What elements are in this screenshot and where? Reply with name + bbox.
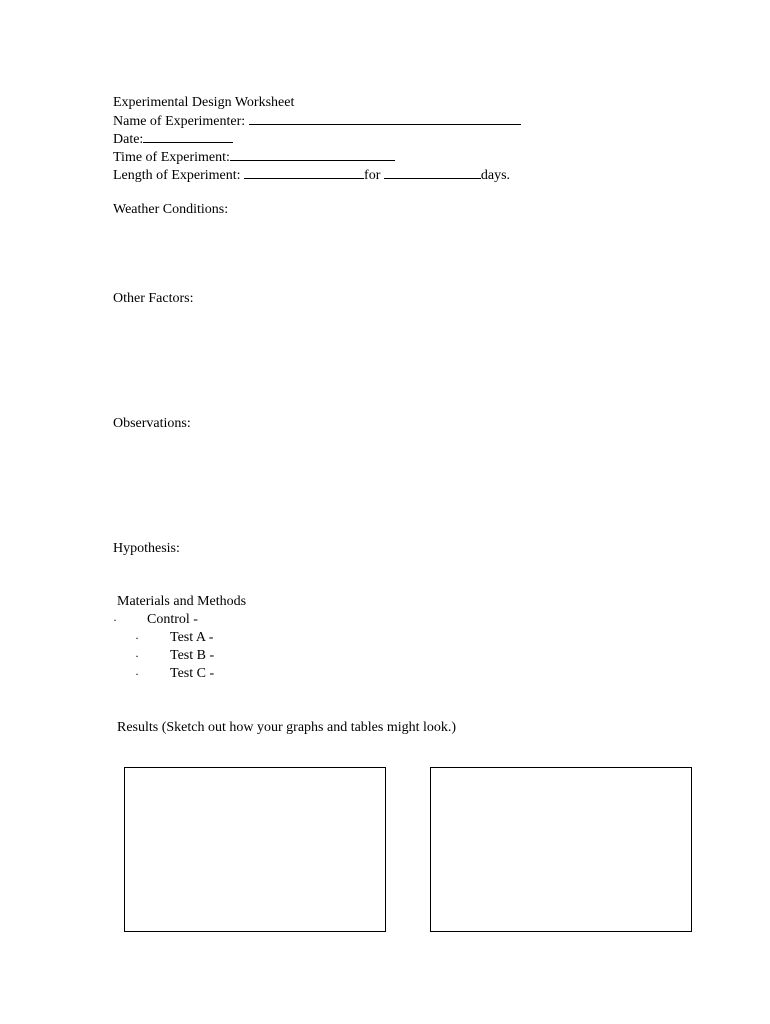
name-field[interactable]: [249, 112, 521, 125]
results-sketch-box-right[interactable]: [430, 767, 692, 932]
bullet-icon: ·: [135, 667, 139, 681]
results-label: Results (Sketch out how your graphs and tables might look.): [117, 720, 457, 735]
control-label: Control -: [147, 612, 198, 627]
bullet-icon: ·: [135, 649, 139, 663]
length-field[interactable]: [244, 166, 364, 179]
date-row: [113, 130, 233, 149]
weather-label: Weather Conditions:: [113, 202, 229, 217]
bullet-icon: ·: [113, 613, 117, 627]
name-label: Name of Experimenter:: [113, 114, 249, 129]
time-label: Time of Experiment:: [113, 150, 230, 165]
length-label: Length of Experiment:: [113, 168, 245, 183]
results-sketch-box-left[interactable]: [124, 767, 386, 932]
materials-heading: Materials and Methods: [117, 594, 247, 609]
date-label: Date:: [113, 132, 144, 147]
worksheet-title: Experimental Design Worksheet: [113, 95, 295, 110]
length-days-text: days.: [480, 168, 511, 183]
observations-label: Observations:: [113, 416, 191, 431]
bullet-icon: ·: [135, 631, 139, 645]
test-b-label: Test B -: [170, 648, 215, 663]
length-row: [113, 166, 510, 185]
test-c-label: Test C -: [170, 666, 215, 681]
name-row: [113, 112, 521, 131]
days-field[interactable]: [384, 166, 481, 179]
other-factors-label: Other Factors:: [113, 291, 194, 306]
time-field[interactable]: [230, 148, 395, 161]
test-a-label: Test A -: [170, 630, 214, 645]
hypothesis-label: Hypothesis:: [113, 541, 180, 556]
date-field[interactable]: [143, 130, 233, 143]
length-for-text: for: [364, 168, 384, 183]
time-row: [113, 148, 395, 167]
